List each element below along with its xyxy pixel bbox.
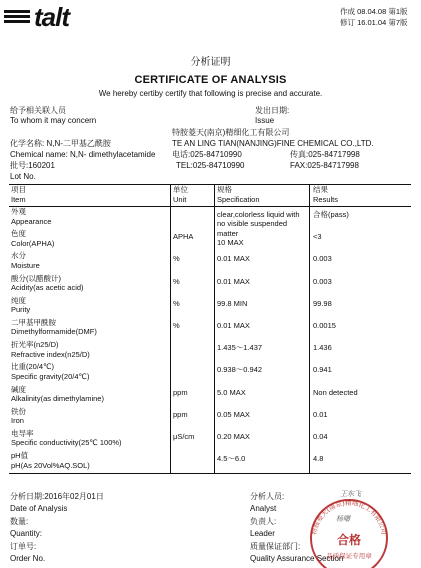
cell-item [9, 451, 171, 474]
cell-unit: % [171, 296, 215, 318]
cell-item-en: Specific conductivity(25℃ 100%) [11, 438, 122, 448]
cell-item [9, 207, 171, 230]
edition-line-1: 作成 08.04.08 第1版 [340, 7, 408, 16]
to-en: To whom it may concern [10, 116, 97, 125]
cell-result: 0.04 [310, 429, 412, 451]
cell-item-en: Moisture [11, 260, 40, 270]
cell-spec [215, 385, 310, 407]
cell-result: 0.0015 [310, 318, 412, 340]
cell-item-cn: 折光率(n25/D) [11, 340, 59, 350]
to-cn: 给予相关联人员 [10, 106, 66, 115]
cell-item-en: Dimethylformamide(DMF) [11, 327, 97, 337]
cell-item-en: Color(APHA) [11, 238, 55, 248]
cell-item-en: Alkalinity(as dimethylamine) [11, 394, 104, 403]
order-cn: 订单号: [10, 542, 37, 551]
cell-unit: μS/cm [171, 429, 215, 451]
header-item: 项目 Item [9, 185, 171, 207]
cell-spec-text: 0.20 MAX [217, 431, 250, 441]
results-table [9, 184, 411, 474]
cell-item-cn: 碱度 [11, 384, 26, 394]
company-cn: 特胺菱天(南京)精细化工有限公司 [172, 128, 290, 137]
cell-result: 0.01 [310, 407, 412, 429]
cell-item-cn: 二甲基甲酰胺 [11, 317, 56, 327]
cell-item [9, 385, 171, 407]
cell-item-cn: 水分 [11, 251, 26, 261]
cell-result: 0.941 [310, 362, 412, 384]
cell-unit [171, 451, 215, 474]
cell-spec [215, 251, 310, 273]
svg-text:品质保证专用章: 品质保证专用章 [326, 552, 372, 560]
company-en: TE AN LING TIAN(NANJING)FINE CHEMICAL CO.,LTD. [172, 139, 374, 148]
table-row [9, 429, 411, 451]
fax-en: FAX:025-84717998 [290, 161, 359, 170]
cell-item [9, 407, 171, 429]
leader-cn: 负责人: [250, 517, 277, 526]
table-row [9, 385, 411, 407]
cell-spec-text: 1.435～1.437 [217, 343, 263, 353]
cell-result: Non detected [310, 385, 412, 407]
cell-result: 4.8 [310, 451, 412, 474]
cell-spec [215, 219, 310, 251]
cell-item-cn: 酸分(以醋酸计) [11, 273, 61, 283]
analysis-date-en: Date of Analysis [10, 504, 68, 513]
cell-unit: % [171, 251, 215, 273]
cell-item-cn: 比重(20/4℃) [11, 362, 55, 372]
header-spec: 规格 Specification [215, 185, 310, 207]
cell-item [9, 318, 171, 340]
tel-cn: 电话:025-84710990 [172, 150, 242, 159]
cell-spec [215, 429, 310, 451]
cell-unit: ppm [171, 385, 215, 407]
cell-unit [171, 340, 215, 362]
cell-spec-text: 99.8 MIN [217, 298, 248, 308]
cell-item-cn: pH值 [11, 451, 29, 461]
cell-spec [215, 340, 310, 362]
title-cn: 分析证明 [190, 57, 231, 68]
cell-unit [171, 362, 215, 384]
cell-result: 0.003 [310, 274, 412, 296]
cell-item [9, 429, 171, 451]
tel-en: TEL:025-84710990 [176, 161, 245, 170]
cell-item-en: Appearance [11, 216, 52, 226]
cell-item-en: Iron [11, 416, 24, 426]
edition-line-2: 修订 16.01.04 第7版 [340, 18, 408, 27]
analyst-cn: 分析人员: [250, 492, 285, 501]
table-row [9, 229, 411, 251]
cell-item-cn: 色度 [11, 229, 26, 239]
cell-item-en: pH(As 20Vol%AQ.SOL) [11, 460, 90, 470]
chem-name-cn: 化学名称: N,N-二甲基乙酰胺 [10, 139, 111, 148]
cell-item [9, 362, 171, 384]
analyst-en: Analyst [250, 504, 277, 513]
leader-signature: 杨曙 [336, 516, 350, 523]
cell-item [9, 340, 171, 362]
table-row [9, 274, 411, 296]
table-row [9, 318, 411, 340]
cell-item-en: Specific gravity(20/4℃) [11, 371, 90, 381]
table-row [9, 407, 411, 429]
table-row [9, 362, 411, 384]
cell-spec [215, 451, 310, 474]
lot-label-en: Lot No. [10, 172, 36, 181]
cell-spec [215, 407, 310, 429]
cell-spec [215, 274, 310, 296]
analyst-signature: 王东飞 [340, 491, 361, 498]
title-en: CERTIFICATE OF ANALYSIS [134, 74, 287, 86]
table-header-row [9, 185, 411, 207]
cell-unit: APHA [171, 229, 215, 251]
cell-item [9, 251, 171, 273]
cell-item-en: Acidity(as acetic acid) [11, 283, 84, 293]
qa-en: Quality Assurance Section [250, 554, 344, 563]
cell-spec [215, 296, 310, 318]
cell-item [9, 229, 171, 251]
table-row [9, 296, 411, 318]
cell-unit [171, 207, 215, 230]
cell-result: <3 [310, 229, 412, 251]
cell-spec-text: 10 MAX [217, 238, 244, 248]
table-row [9, 251, 411, 273]
cell-unit: % [171, 318, 215, 340]
table-row [9, 207, 411, 230]
cell-spec-text: 0.01 MAX [217, 254, 250, 264]
cell-spec-text: 4.5～6.0 [217, 454, 246, 464]
cell-item [9, 274, 171, 296]
svg-text:特胺菱天(南京)精细化工有限公司: 特胺菱天(南京)精细化工有限公司 [310, 498, 388, 536]
qa-cn: 质量保证部门: [250, 542, 301, 551]
chem-name-en: Chemical name: N,N- dimethylacetamide [10, 150, 156, 159]
cell-item-cn: 铁份 [11, 406, 26, 416]
cell-spec-text: 0.01 MAX [217, 320, 250, 330]
table-row [9, 340, 411, 362]
svg-text:合格: 合格 [336, 533, 362, 547]
order-en: Order No. [10, 554, 46, 563]
quantity-en: Quantity: [10, 529, 43, 538]
analysis-date-cn: 分析日期:2016年02月01日 [10, 492, 104, 501]
edition-info [340, 6, 408, 28]
quality-seal-stamp [306, 492, 392, 568]
company-logo [4, 2, 134, 32]
header-unit: 单位 Unit [171, 185, 215, 207]
leader-en: Leader [250, 529, 275, 538]
cell-item-cn: 纯度 [11, 295, 26, 305]
cell-unit: % [171, 274, 215, 296]
cell-item-en: Purity [11, 305, 31, 315]
cell-result: 合格(pass) [310, 207, 412, 230]
cell-result: 1.436 [310, 340, 412, 362]
cell-spec [215, 318, 310, 340]
cell-spec-text-2: no visible suspended matter [217, 219, 288, 238]
header-result: 结果 Results [310, 185, 412, 207]
cell-item-en: Refractive index(n25/D) [11, 349, 90, 359]
logo-text: talt [34, 2, 69, 32]
issue-en: Issue [255, 116, 275, 125]
cell-item-cn: 电导率 [11, 428, 34, 438]
cell-unit: ppm [171, 407, 215, 429]
quantity-cn: 数量: [10, 517, 29, 526]
cell-spec [215, 362, 310, 384]
cell-result: 99.98 [310, 296, 412, 318]
cell-spec-text: clear,colorless liquid with [217, 210, 300, 219]
cell-item [9, 296, 171, 318]
cell-result: 0.003 [310, 251, 412, 273]
logo-bars-icon [4, 10, 30, 25]
fax-cn: 传真:025-84717998 [290, 150, 360, 159]
cell-spec-text: 0.01 MAX [217, 276, 250, 286]
cell-spec-text: 0.05 MAX [217, 409, 250, 419]
title-subtitle: We hereby certiby certify that following is precise and accurate. [98, 89, 323, 98]
issue-date-cn: 发出日期: [255, 106, 290, 115]
cell-spec-text: 5.0 MAX [217, 387, 246, 397]
cell-spec-text: 0.938～0.942 [217, 365, 263, 375]
lot-number: 批号:160201 [10, 161, 55, 170]
cell-item-cn: 外观 [11, 207, 26, 216]
table-row [9, 451, 411, 474]
